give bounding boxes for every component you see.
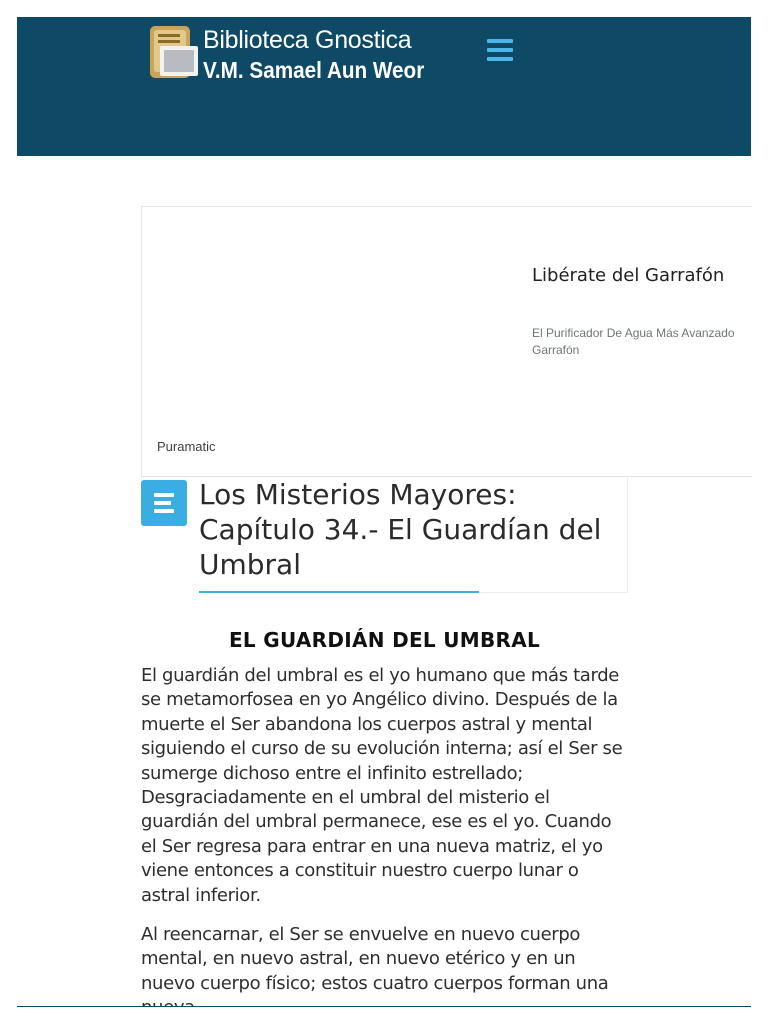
body-paragraph: El guardián del umbral es el yo humano que más tarde se metamorfosea en yo Angélico divino. Después de la muerte el Ser abandona los cuerpos astral y mental siguiendo el curso de su evolución interna; así el Ser se sumerge dichoso entre el infinito estrellado; Desgraciadamente en el umbral del misterio el guardián del umbral permanece, ese es el yo. Cuando el Ser regresa para entrar en una nueva matriz, el yo viene entonces a constituir nuestro cuerpo lunar o astral inferior. (141, 665, 623, 906)
ad-headline[interactable]: Libérate del Garrafón (532, 265, 725, 286)
ad-brand[interactable]: Puramatic (157, 439, 216, 454)
book-logo-icon[interactable] (144, 24, 202, 82)
ad-description[interactable]: El Purificador De Agua Más Avanzado Garrafón (532, 326, 735, 357)
section-heading: EL GUARDIÁN DEL UMBRAL (228, 628, 541, 652)
site-header (17, 17, 751, 156)
menu-bar (487, 57, 513, 61)
site-subtitle[interactable]: V.M. Samael Aun Weor (203, 57, 425, 83)
menu-bar (487, 39, 513, 43)
body-paragraph: Al reencarnar, el Ser se envuelve en nuevo cuerpo mental, en nuevo astral, en nuevo etérico y en un nuevo cuerpo físico; estos cuatro cuerpos forman una (141, 924, 609, 994)
article-icon (141, 480, 187, 526)
hamburger-icon[interactable] (487, 39, 513, 61)
advertisement[interactable] (141, 206, 752, 477)
site-name[interactable]: Biblioteca Gnostica (203, 26, 412, 54)
bottom-divider (17, 1006, 751, 1007)
viewport-cutoff (0, 1007, 768, 1024)
post-title: Los Misterios Mayores: Capítulo 34.- El Guardían del Umbral (199, 478, 602, 581)
title-underline (199, 591, 479, 593)
post-title-box (199, 477, 628, 593)
menu-bar (487, 48, 513, 52)
